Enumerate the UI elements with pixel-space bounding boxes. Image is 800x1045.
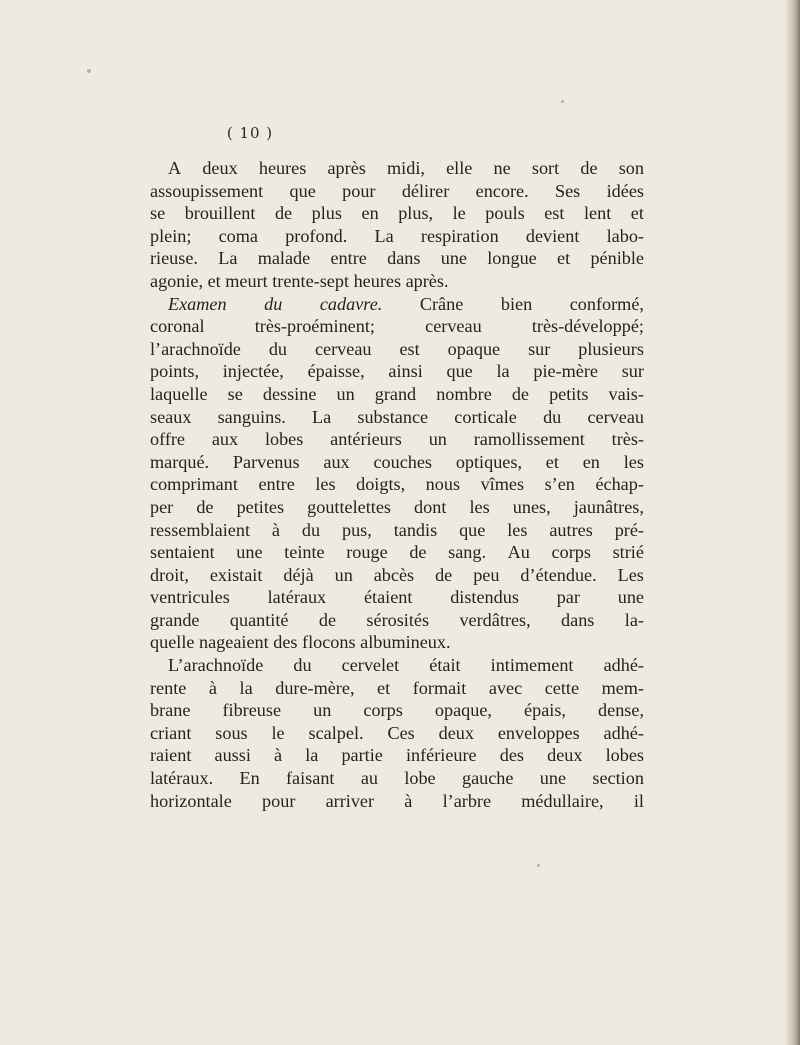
text-line: Examen du cadavre. Crâne bien conformé, [168, 293, 644, 314]
text-line: agonie, et meurt trente-sept heures après. [150, 270, 449, 291]
text-line: se brouillent de plus en plus, le pouls est lent et [150, 203, 644, 224]
paper-spot [537, 864, 540, 867]
text-line: per de petites gouttelettes dont les unes, jaunâtres, [150, 496, 644, 517]
text-line: laquelle se dessine un grand nombre de petits vais- [150, 383, 644, 404]
text-line: l’arachnoïde du cerveau est opaque sur plusieurs [150, 338, 644, 359]
text-line: A deux heures après midi, elle ne sort de son [168, 158, 644, 178]
text-line: rieuse. La malade entre dans une longue et pénible [150, 248, 644, 269]
text-line: offre aux lobes antérieurs un ramollissement très- [150, 429, 644, 450]
page-number: ( 10 ) [226, 124, 274, 142]
text-line: criant sous le scalpel. Ces deux enveloppes adhé- [150, 722, 644, 743]
text-line: ressemblaient à du pus, tandis que les autres pré- [150, 519, 644, 540]
text-line: assoupissement que pour délirer encore. Ses idées [150, 180, 644, 201]
text-line: comprimant entre les doigts, nous vîmes s’en échap- [150, 474, 644, 495]
paper-spot [87, 69, 91, 73]
body-text [150, 157, 644, 812]
text-line: raient aussi à la partie inférieure des deux lobes [150, 745, 644, 766]
paper-spot [561, 100, 564, 103]
text-line: coronal très-proéminent; cerveau très-développé; [150, 316, 644, 337]
text-line: latéraux. En faisant au lobe gauche une section [150, 768, 644, 789]
text-line: droit, existait déjà un abcès de peu d’étendue. Les [150, 564, 644, 585]
text-line: points, injectée, épaisse, ainsi que la pie-mère sur [150, 361, 644, 382]
text-line: marqué. Parvenus aux couches optiques, et en les [150, 451, 644, 472]
text-line: seaux sanguins. La substance corticale du cerveau [150, 406, 644, 427]
page-edge-shadow [786, 0, 800, 1045]
text-line: plein; coma profond. La respiration devient labo- [150, 225, 644, 246]
text-line: horizontale pour arriver à l’arbre médullaire, il [150, 790, 644, 811]
text-line: sentaient une teinte rouge de sang. Au corps strié [150, 542, 644, 563]
text-line: brane fibreuse un corps opaque, épais, dense, [150, 700, 644, 721]
text-line: quelle nageaient des flocons albumineux. [150, 632, 451, 653]
text-line: rente à la dure-mère, et formait avec cette mem- [150, 677, 644, 698]
text-line: L’arachnoïde du cervelet était intimement adhé- [168, 655, 644, 676]
text-line: grande quantité de sérosités verdâtres, dans la- [150, 609, 644, 630]
text-line: ventricules latéraux étaient distendus par une [150, 587, 644, 608]
